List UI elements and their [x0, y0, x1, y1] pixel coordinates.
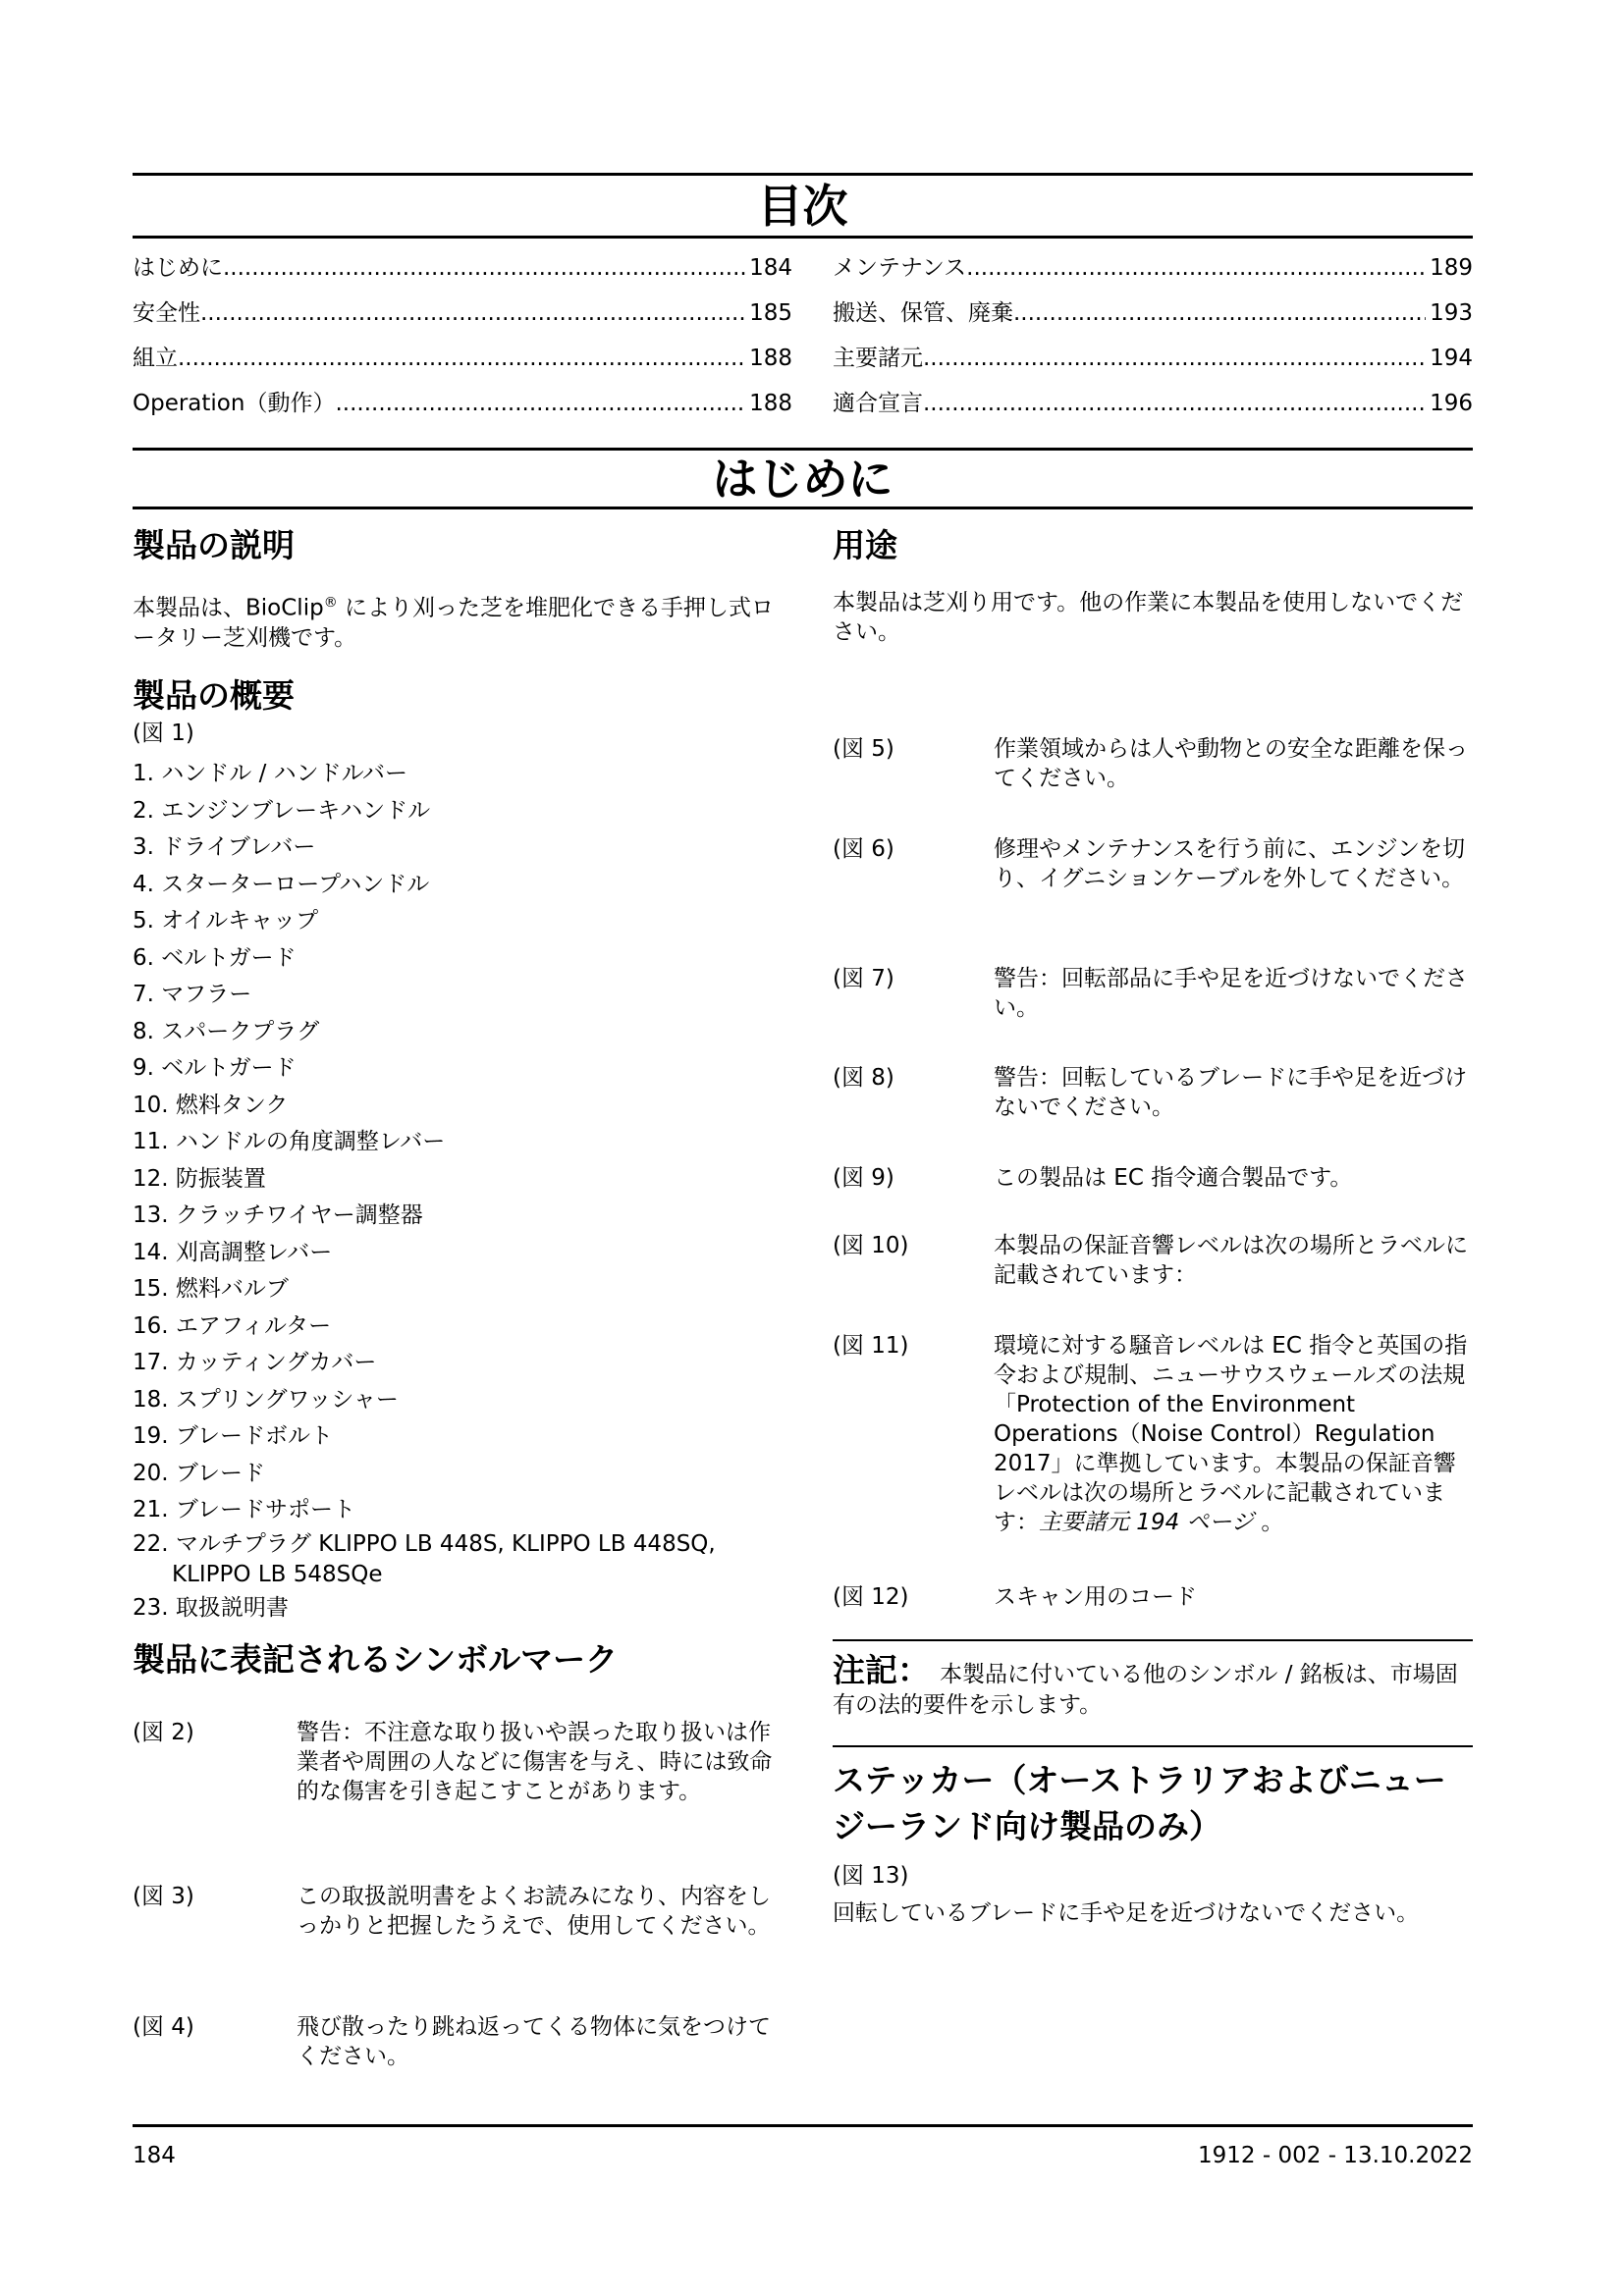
symbol-entry [833, 1063, 1473, 1132]
spec-page-link[interactable]: 主要諸元 194 ページ [1039, 1510, 1255, 1535]
list-item: 23. 取扱説明書 [133, 1594, 289, 1621]
list-item: 5. オイルキャップ [133, 908, 319, 934]
list-item: 6. ベルトガード [133, 944, 297, 971]
toc-left-column [133, 245, 792, 426]
parts-list [133, 756, 792, 1627]
intended-use [833, 525, 1473, 647]
toc-entry-label: 適合宣言 [833, 391, 923, 416]
section-rule-top [133, 448, 1473, 451]
symbol-entry [833, 734, 1473, 803]
overview-figure-ref: (図 1) [133, 721, 194, 746]
list-item: 17. カッティングカバー [133, 1350, 377, 1375]
toc-entry-page: 196 [1430, 391, 1473, 416]
toc-entry-page: 189 [1430, 255, 1473, 281]
sticker-section [833, 1757, 1473, 1928]
list-item: 14. 刈高調整レバー [133, 1239, 333, 1265]
toc-entry[interactable] [133, 245, 792, 291]
toc-entry[interactable] [133, 336, 792, 381]
document-code: 1912 - 002 - 13.10.2022 [1198, 2143, 1473, 2168]
toc-entry-page: 188 [749, 346, 792, 371]
symbol-description: 作業領域からは人や動物との安全な距離を保ってください。 [994, 736, 1468, 791]
symbol-figure-ref: (図 2) [133, 1720, 194, 1745]
toc-entry-label: 組立 [133, 346, 178, 371]
symbol-description: 修理やメンテナンスを行う前に、エンジンを切り、イグニションケーブルを外してください。 [994, 836, 1466, 891]
list-item: 12. 防振装置 [133, 1165, 266, 1192]
toc-entry-label: 安全性 [133, 300, 200, 326]
page-number: 184 [133, 2143, 176, 2168]
toc-entry-label: メンテナンス [833, 255, 967, 281]
top-rule [133, 173, 1473, 176]
symbol-description: この取扱説明書をよくお読みになり、内容をしっかりと把握したうえで、使用してください。 [297, 1884, 771, 1939]
toc-title-rule [133, 236, 1473, 239]
symbol-figure-ref: (図 4) [133, 2014, 194, 2040]
list-item: 11. ハンドルの角度調整レバー [133, 1129, 446, 1154]
sticker-figure-ref: (図 13) [833, 1863, 909, 1889]
list-item: 19. ブレードボルト [133, 1423, 333, 1449]
toc-entry[interactable] [833, 291, 1473, 336]
symbol-description: 環境に対する騒音レベルは EC 指令と英国の指令および規制、ニューサウスウェールズの法規「Protection of the Environment Operations（Noise Control）Regulation 2017」に準拠しています。本製品の保証音響レベルは次の場所とラベルに記載されています：主要諸元 194 ページ 。 [994, 1333, 1468, 1535]
section-rule-bottom [133, 507, 1473, 509]
product-overview [133, 675, 792, 1627]
product-description [133, 525, 792, 653]
symbol-entry [133, 1718, 792, 1845]
symbol-figure-ref: (図 10) [833, 1233, 909, 1258]
symbol-description: 飛び散ったり跳ね返ってくる物体に気をつけてください。 [297, 2014, 771, 2069]
toc-entry-label: 主要諸元 [833, 346, 923, 371]
symbol-entry [133, 1882, 792, 1980]
use-heading: 用途 [833, 526, 897, 564]
symbols-heading-block [133, 1639, 792, 1681]
list-item: 1. ハンドル / ハンドルバー [133, 761, 408, 786]
symbol-figure-ref: (図 9) [833, 1165, 894, 1191]
symbol-description: この製品は EC 指令適合製品です。 [994, 1165, 1353, 1191]
symbol-entry [833, 964, 1473, 1033]
symbol-entry [833, 1582, 1473, 1622]
toc-entry-page: 185 [749, 300, 792, 326]
list-item: 22. マルチプラグ KLIPPO LB 448S, KLIPPO LB 448SQ, KLIPPO LB 548SQe [133, 1530, 716, 1587]
symbol-entry [833, 834, 1473, 933]
symbols-heading: 製品に表記されるシンボルマーク [133, 1640, 619, 1679]
toc-entry-page: 184 [749, 255, 792, 281]
symbol-description: 本製品の保証音響レベルは次の場所とラベルに記載されています： [994, 1233, 1468, 1288]
list-item: 16. エアフィルター [133, 1312, 332, 1339]
symbol-figure-ref: (図 7) [833, 966, 894, 991]
toc-entry-page: 194 [1430, 346, 1473, 371]
symbol-description: スキャン用のコード [994, 1584, 1197, 1610]
symbol-figure-ref: (図 5) [833, 736, 894, 762]
toc-entry[interactable] [133, 291, 792, 336]
list-item: 10. 燃料タンク [133, 1092, 289, 1118]
list-item: 9. ベルトガード [133, 1055, 297, 1081]
symbol-figure-ref: (図 11) [833, 1333, 909, 1359]
symbol-entry [833, 1331, 1473, 1557]
description-text: 本製品は、BioClip® により刈った芝を堆肥化できる手押し式ロータリー芝刈機です。 [133, 595, 774, 651]
overview-heading: 製品の概要 [133, 676, 295, 715]
footer-rule [133, 2124, 1473, 2127]
list-item: 21. ブレードサポート [133, 1497, 355, 1522]
sticker-text: 回転しているブレードに手や足を近づけないでください。 [833, 1900, 1420, 1926]
symbol-entry [833, 1163, 1473, 1202]
list-item: 8. スパークプラグ [133, 1018, 320, 1044]
symbol-entry [133, 2012, 792, 2081]
toc-entry-label: はじめに [133, 255, 223, 281]
symbol-description: 警告：不注意な取り扱いや誤った取り扱いは作業者や周囲の人などに傷害を与え、時には致命的な傷害を引き起こすことがあります。 [297, 1720, 773, 1804]
toc-entry-page: 188 [749, 391, 792, 416]
sticker-heading: ステッカー（オーストラリアおよびニュージーランド向け製品のみ） [833, 1761, 1446, 1845]
symbol-figure-ref: (図 12) [833, 1584, 909, 1610]
description-heading: 製品の説明 [133, 526, 295, 564]
toc-title: 目次 [757, 180, 848, 233]
symbol-figure-ref: (図 3) [133, 1884, 194, 1909]
symbol-entry [833, 1231, 1473, 1300]
toc-entry[interactable] [833, 245, 1473, 291]
list-item: 7. マフラー [133, 982, 252, 1007]
symbol-description: 警告：回転部品に手や足を近づけないでください。 [994, 966, 1468, 1021]
toc-entry-page: 193 [1430, 300, 1473, 326]
list-item: 20. ブレード [133, 1460, 265, 1486]
list-item: 13. クラッチワイヤー調整器 [133, 1202, 423, 1228]
list-item: 18. スプリングワッシャー [133, 1386, 399, 1413]
toc-entry[interactable] [833, 336, 1473, 381]
toc-entry-label: 搬送、保管、廃棄 [833, 300, 1013, 326]
note-box [833, 1639, 1473, 1747]
toc-right-column [833, 245, 1473, 426]
symbol-figure-ref: (図 8) [833, 1065, 894, 1091]
note-label: 注記： [833, 1651, 930, 1689]
toc-entry-label: Operation（動作） [133, 391, 336, 416]
list-item: 3. ドライブレバー [133, 834, 316, 860]
list-item: 2. エンジンブレーキハンドル [133, 797, 431, 824]
note-text: 本製品に付いている他のシンボル / 銘板は、市場固有の法的要件を示します。 [833, 1662, 1458, 1718]
list-item: 15. 燃料バルブ [133, 1276, 289, 1302]
use-text: 本製品は芝刈り用です。他の作業に本製品を使用しないでください。 [833, 590, 1464, 645]
toc-entry[interactable] [833, 381, 1473, 426]
section-title: はじめに [712, 453, 893, 506]
symbol-figure-ref: (図 6) [833, 836, 894, 862]
list-item: 4. スターターロープハンドル [133, 871, 430, 897]
toc-entry[interactable] [133, 381, 792, 426]
symbol-description: 警告：回転しているブレードに手や足を近づけないでください。 [994, 1065, 1468, 1120]
